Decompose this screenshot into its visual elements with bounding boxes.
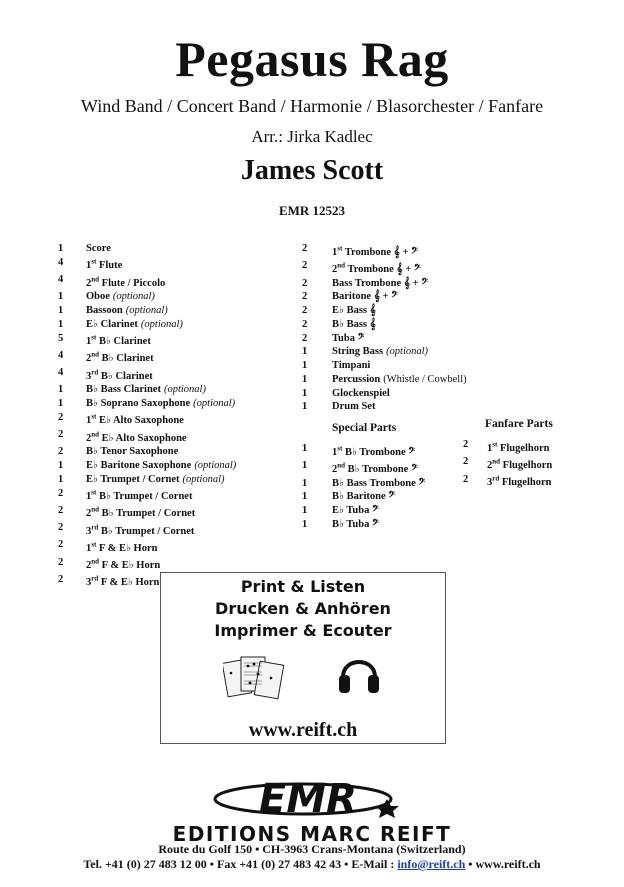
part-instrument: 2nd Trombone 𝄞 + 𝄢	[332, 261, 421, 275]
part-instrument: Timpani	[332, 360, 371, 371]
part-quantity: 4	[58, 274, 64, 285]
part-quantity: 1	[58, 291, 64, 303]
page-title: Pegasus Rag	[175, 31, 449, 87]
subtitle: Wind Band / Concert Band / Harmonie / Blasorchester / Fanfare	[80, 96, 544, 116]
part-quantity: 4	[58, 256, 64, 268]
part-instrument: 1st B♭ Clarinet	[86, 333, 151, 347]
part-quantity: 2	[302, 318, 308, 330]
part-quantity: 2	[302, 305, 308, 316]
part-instrument: B♭ Tuba 𝄢	[332, 518, 379, 530]
part-instrument: 2nd F & E♭ Horn	[86, 557, 161, 571]
part-name	[86, 573, 159, 590]
part-quantity: 1	[302, 460, 308, 472]
part-quantity: 2	[58, 522, 64, 533]
part-row	[58, 538, 236, 555]
part-row	[58, 473, 236, 487]
part-name	[86, 383, 206, 397]
part-name	[332, 442, 415, 459]
part-quantity: 2	[302, 277, 308, 289]
part-name	[86, 538, 157, 555]
part-row	[302, 359, 467, 373]
part-name	[332, 259, 421, 276]
part-quantity: 1	[302, 491, 308, 503]
part-optional-label: (optional)	[194, 460, 237, 471]
part-name	[86, 411, 184, 428]
part-name	[487, 473, 551, 490]
part-optional-label: (optional)	[163, 384, 206, 396]
part-row	[58, 383, 236, 397]
part-instrument: 2nd Flugelhorn	[487, 457, 553, 471]
part-name	[332, 290, 398, 304]
part-instrument: Baritone 𝄞 + 𝄢	[332, 291, 398, 303]
part-quantity: 1	[58, 398, 64, 409]
part-name	[86, 445, 178, 459]
part-name	[332, 400, 375, 414]
part-row	[302, 259, 467, 276]
composer: James Scott	[240, 155, 384, 186]
part-row	[302, 290, 467, 304]
part-quantity: 2	[302, 332, 308, 344]
part-quantity: 1	[302, 477, 308, 489]
part-row	[58, 242, 236, 256]
part-row	[58, 318, 236, 332]
part-row	[58, 445, 236, 459]
part-instrument: Oboe	[86, 291, 110, 303]
part-name	[332, 504, 379, 518]
part-row	[302, 477, 425, 491]
part-quantity: 1	[58, 384, 64, 396]
part-quantity: 4	[58, 367, 64, 378]
part-row	[302, 387, 467, 401]
promo-url: www.reift.ch	[248, 719, 358, 741]
part-name	[332, 459, 418, 476]
part-row	[58, 290, 236, 304]
part-quantity: 1	[302, 387, 308, 399]
promo-line-print-listen: Print & Listen	[240, 577, 366, 596]
promo-line-imprimer: Imprimer & Ecouter	[214, 621, 392, 640]
part-quantity: 1	[302, 401, 308, 413]
part-instrument: B♭ Bass Clarinet	[86, 384, 161, 396]
part-row	[58, 397, 236, 411]
part-instrument: Score	[86, 243, 111, 254]
contact-phone-fax: Tel. +41 (0) 27 483 12 00 • Fax +41 (0) 27 483 42 43 • E-Mail :	[83, 857, 398, 871]
part-name	[332, 332, 364, 346]
fanfare-parts-heading: Fanfare Parts	[485, 418, 553, 430]
part-quantity: 1	[58, 318, 64, 330]
part-row	[463, 455, 552, 472]
part-row	[58, 366, 236, 383]
part-instrument: 1st Flute	[86, 257, 123, 272]
part-row	[302, 442, 425, 459]
part-row	[302, 242, 467, 259]
part-quantity: 2	[58, 504, 64, 516]
part-row	[463, 473, 552, 490]
part-quantity: 1	[58, 473, 64, 485]
part-instrument: 2nd B♭ Trumpet / Cornet	[86, 505, 196, 520]
part-row	[302, 332, 467, 346]
part-row	[58, 556, 236, 573]
part-row	[302, 318, 467, 332]
part-optional-label: (optional)	[140, 318, 183, 330]
special-parts-heading: Special Parts	[332, 422, 397, 434]
part-quantity: 2	[58, 573, 64, 585]
part-row	[58, 428, 236, 445]
part-instrument: B♭ Baritone 𝄢	[332, 491, 396, 503]
part-row	[302, 345, 467, 359]
part-note: (Whistle / Cowbell)	[383, 373, 467, 385]
part-optional-label: (optional)	[125, 305, 168, 316]
part-instrument: Glockenspiel	[332, 387, 390, 399]
part-name	[332, 477, 425, 491]
part-row	[58, 504, 236, 521]
part-row	[302, 518, 425, 532]
part-instrument: B♭ Tenor Saxophone	[86, 446, 179, 458]
part-quantity: 2	[463, 473, 469, 485]
part-instrument: E♭ Trumpet / Cornet	[86, 473, 180, 485]
part-name	[332, 304, 376, 318]
part-name	[86, 318, 183, 332]
part-quantity: 1	[58, 243, 64, 254]
arranger: Arr.: Jirka Kadlec	[251, 127, 373, 146]
part-quantity: 1	[302, 518, 308, 530]
part-quantity: 1	[302, 443, 308, 454]
part-name	[86, 290, 155, 304]
part-name	[332, 490, 395, 504]
catalog-number: EMR 12523	[278, 203, 346, 218]
part-instrument: 2nd B♭ Clarinet	[86, 350, 154, 365]
publisher-address: Route du Golf 150 • CH-3963 Crans-Montana (Switzerland)	[158, 842, 466, 856]
part-name	[86, 473, 225, 487]
part-instrument: Drum Set	[332, 401, 376, 413]
part-quantity: 2	[463, 439, 469, 450]
print-listen-box	[160, 572, 446, 744]
part-optional-label: (optional)	[193, 398, 236, 409]
part-instrument: Bassoon	[86, 305, 123, 316]
part-quantity: 1	[302, 505, 308, 516]
part-name	[86, 304, 168, 318]
part-quantity: 2	[302, 243, 308, 254]
part-instrument: String Bass	[332, 346, 384, 358]
part-instrument: 3rd B♭ Clarinet	[86, 368, 153, 382]
part-row	[58, 349, 236, 366]
part-quantity: 2	[58, 411, 64, 423]
part-name	[86, 273, 165, 290]
part-quantity: 2	[58, 446, 64, 458]
part-name	[86, 428, 187, 445]
part-name	[332, 387, 390, 401]
part-instrument: Bass Trombone 𝄞 + 𝄢	[332, 277, 428, 289]
part-instrument: E♭ Baritone Saxophone	[86, 460, 192, 471]
part-name	[332, 277, 428, 291]
part-quantity: 5	[58, 332, 64, 344]
part-name	[86, 256, 122, 273]
part-instrument: Percussion	[332, 373, 381, 385]
sheet-music-icon	[223, 653, 285, 707]
part-quantity: 2	[302, 260, 308, 272]
part-row	[302, 277, 467, 291]
part-name	[86, 459, 236, 473]
publisher-contact	[0, 857, 624, 872]
part-row	[302, 490, 425, 504]
part-instrument: 1st B♭ Trumpet / Cornet	[86, 488, 193, 502]
part-row	[302, 459, 425, 476]
part-name	[332, 373, 467, 387]
part-name	[86, 332, 151, 349]
part-row	[58, 273, 236, 290]
part-instrument: E♭ Bass 𝄞	[332, 305, 376, 316]
part-name	[332, 359, 370, 373]
part-quantity: 2	[58, 487, 64, 499]
part-quantity: 2	[58, 556, 64, 568]
part-name	[86, 366, 153, 383]
part-quantity: 1	[58, 460, 64, 471]
part-instrument: 2nd E♭ Alto Saxophone	[86, 430, 187, 444]
part-row	[58, 256, 236, 273]
part-row	[58, 304, 236, 318]
part-name	[332, 518, 379, 532]
publisher-name: EDITIONS MARC REIFT	[172, 822, 452, 846]
headphones-icon	[337, 649, 381, 699]
part-row	[58, 411, 236, 428]
part-instrument: 2nd B♭ Trombone 𝄢	[332, 461, 418, 475]
part-instrument: 3rd Flugelhorn	[487, 474, 552, 488]
part-instrument: 3rd F & E♭ Horn	[86, 574, 160, 589]
parts-list-right	[302, 242, 467, 414]
part-quantity: 2	[58, 539, 64, 551]
part-name	[332, 345, 428, 359]
emr-logo-icon	[211, 776, 413, 822]
part-instrument: B♭ Soprano Saxophone	[86, 398, 191, 409]
part-row	[58, 487, 236, 504]
part-optional-label: (optional)	[182, 473, 225, 485]
part-row	[302, 373, 467, 387]
part-quantity: 2	[463, 456, 469, 468]
part-quantity: 1	[302, 360, 308, 371]
parts-list-left	[58, 242, 236, 590]
part-quantity: 2	[302, 291, 308, 303]
part-optional-label: (optional)	[112, 291, 155, 303]
part-instrument: 1st Flugelhorn	[487, 440, 550, 454]
part-row	[463, 438, 552, 455]
fanfare-parts-list	[463, 438, 552, 490]
part-instrument: 1st E♭ Alto Saxophone	[86, 412, 184, 427]
part-name	[86, 487, 192, 504]
part-name	[332, 318, 376, 332]
part-instrument: B♭ Bass Trombone 𝄢	[332, 477, 426, 489]
part-name	[487, 438, 550, 455]
part-name	[487, 455, 552, 472]
part-instrument: B♭ Bass 𝄞	[332, 318, 376, 330]
part-instrument: 2nd Flute / Piccolo	[86, 275, 166, 289]
part-name	[86, 397, 235, 411]
part-instrument: 3rd B♭ Trumpet / Cornet	[86, 523, 195, 537]
part-optional-label: (optional)	[386, 346, 429, 358]
promo-line-drucken: Drucken & Anhören	[215, 599, 391, 618]
svg-text:EMR: EMR	[259, 776, 357, 822]
part-quantity: 2	[58, 429, 64, 440]
email-link[interactable]: info@reift.ch	[397, 857, 466, 871]
part-row	[302, 400, 467, 414]
part-name	[86, 556, 160, 573]
part-row	[58, 459, 236, 473]
part-quantity: 1	[302, 346, 308, 358]
special-parts-list	[302, 442, 425, 532]
part-name	[86, 521, 194, 538]
part-name	[86, 504, 195, 521]
part-quantity: 4	[58, 349, 64, 361]
part-name	[86, 349, 154, 366]
part-quantity: 1	[58, 305, 64, 316]
part-row	[58, 521, 236, 538]
part-row	[302, 304, 467, 318]
part-row	[302, 504, 425, 518]
part-instrument: E♭ Clarinet	[86, 318, 138, 330]
part-instrument: 1st B♭ Trombone 𝄢	[332, 444, 415, 458]
part-row	[58, 332, 236, 349]
part-quantity: 1	[302, 373, 308, 385]
part-instrument: 1st F & E♭ Horn	[86, 540, 158, 554]
part-instrument: 1st Trombone 𝄞 + 𝄢	[332, 244, 418, 258]
part-name	[332, 242, 418, 259]
contact-website: • www.reift.ch	[465, 857, 541, 871]
part-instrument: Tuba 𝄢	[332, 332, 365, 344]
part-name	[86, 242, 111, 256]
part-instrument: E♭ Tuba 𝄢	[332, 505, 379, 516]
